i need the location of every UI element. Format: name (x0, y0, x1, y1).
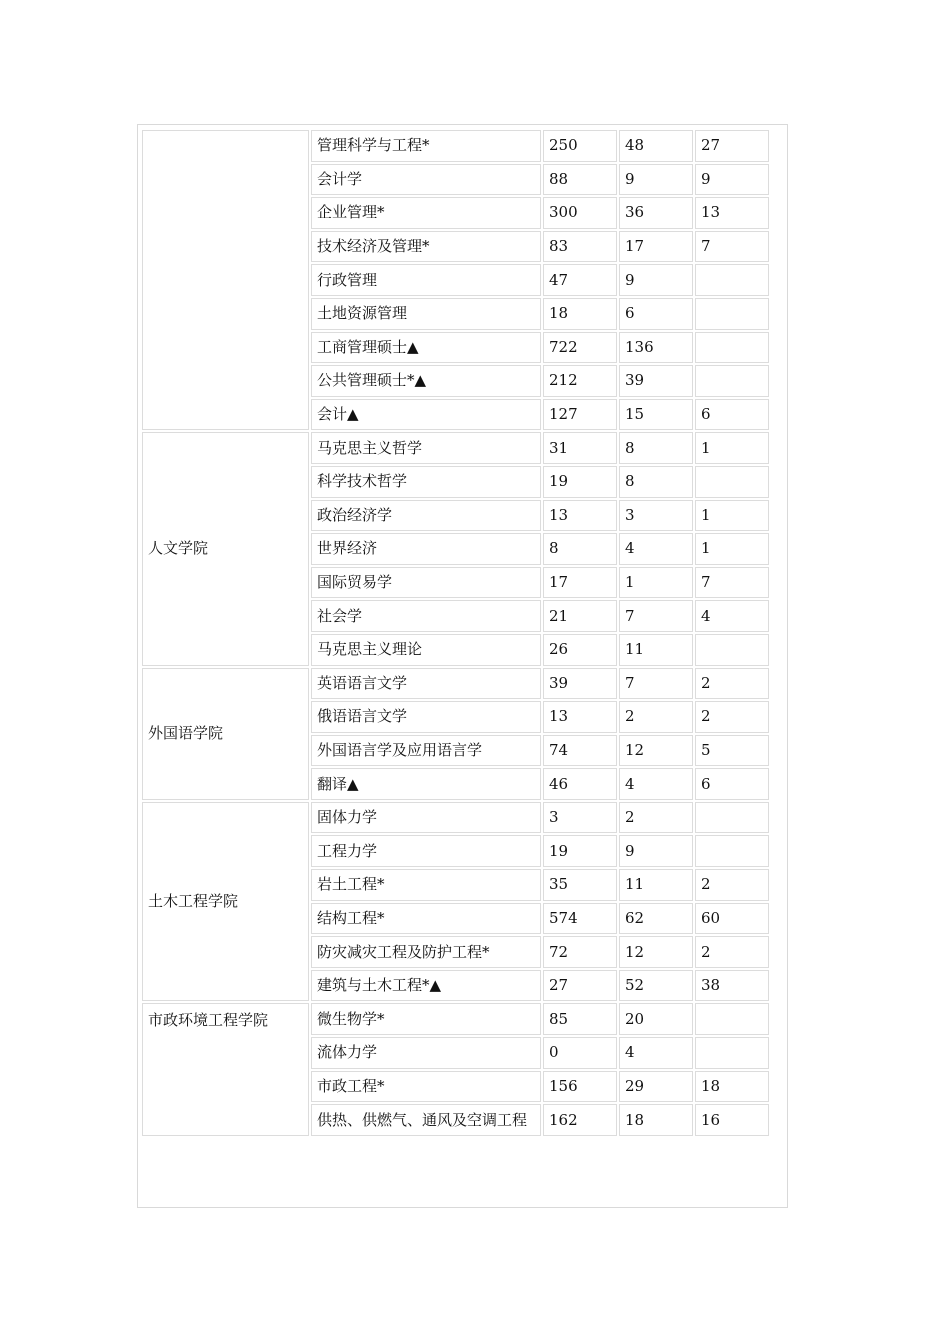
value-cell-3: 1 (695, 432, 769, 464)
value-cell-1: 35 (543, 869, 617, 901)
value-cell-2: 6 (619, 298, 693, 330)
value-cell-2: 8 (619, 466, 693, 498)
value-cell-3 (695, 1003, 769, 1035)
enrollment-table (140, 128, 771, 1138)
major-cell: 工程力学 (311, 835, 541, 867)
major-cell: 供热、供燃气、通风及空调工程 (311, 1104, 541, 1136)
value-cell-2: 12 (619, 936, 693, 968)
major-cell: 行政管理 (311, 264, 541, 296)
value-cell-2: 2 (619, 701, 693, 733)
value-cell-1: 3 (543, 802, 617, 834)
value-cell-2: 36 (619, 197, 693, 229)
value-cell-1: 19 (543, 835, 617, 867)
college-cell: 外国语学院 (142, 668, 309, 800)
value-cell-2: 7 (619, 668, 693, 700)
value-cell-3: 2 (695, 936, 769, 968)
value-cell-1: 26 (543, 634, 617, 666)
value-cell-1: 19 (543, 466, 617, 498)
value-cell-3: 16 (695, 1104, 769, 1136)
value-cell-3 (695, 634, 769, 666)
value-cell-2: 62 (619, 903, 693, 935)
value-cell-3: 7 (695, 231, 769, 263)
table-row (142, 130, 769, 162)
value-cell-1: 85 (543, 1003, 617, 1035)
major-cell: 科学技术哲学 (311, 466, 541, 498)
value-cell-1: 156 (543, 1071, 617, 1103)
value-cell-3 (695, 264, 769, 296)
value-cell-1: 722 (543, 332, 617, 364)
value-cell-3: 38 (695, 970, 769, 1002)
value-cell-3: 1 (695, 500, 769, 532)
major-cell: 结构工程* (311, 903, 541, 935)
value-cell-1: 21 (543, 600, 617, 632)
value-cell-2: 4 (619, 1037, 693, 1069)
value-cell-1: 17 (543, 567, 617, 599)
value-cell-2: 15 (619, 399, 693, 431)
value-cell-1: 46 (543, 768, 617, 800)
major-cell: 技术经济及管理* (311, 231, 541, 263)
value-cell-1: 8 (543, 533, 617, 565)
value-cell-1: 212 (543, 365, 617, 397)
value-cell-1: 88 (543, 164, 617, 196)
value-cell-3 (695, 466, 769, 498)
college-cell: 人文学院 (142, 432, 309, 665)
table-row (142, 432, 769, 464)
value-cell-2: 20 (619, 1003, 693, 1035)
value-cell-2: 9 (619, 264, 693, 296)
value-cell-2: 12 (619, 735, 693, 767)
value-cell-3 (695, 365, 769, 397)
major-cell: 微生物学* (311, 1003, 541, 1035)
value-cell-3: 2 (695, 701, 769, 733)
value-cell-3: 1 (695, 533, 769, 565)
value-cell-2: 11 (619, 634, 693, 666)
value-cell-3: 7 (695, 567, 769, 599)
value-cell-1: 574 (543, 903, 617, 935)
value-cell-3 (695, 802, 769, 834)
major-cell: 政治经济学 (311, 500, 541, 532)
value-cell-3 (695, 835, 769, 867)
table-row (142, 1003, 769, 1035)
value-cell-1: 13 (543, 701, 617, 733)
major-cell: 工商管理硕士▲ (311, 332, 541, 364)
college-cell: 市政环境工程学院 (142, 1003, 309, 1135)
value-cell-2: 29 (619, 1071, 693, 1103)
value-cell-1: 127 (543, 399, 617, 431)
value-cell-1: 18 (543, 298, 617, 330)
major-cell: 防灾减灾工程及防护工程* (311, 936, 541, 968)
major-cell: 马克思主义理论 (311, 634, 541, 666)
table-row (142, 802, 769, 834)
value-cell-2: 4 (619, 533, 693, 565)
major-cell: 建筑与土木工程*▲ (311, 970, 541, 1002)
value-cell-3: 6 (695, 399, 769, 431)
value-cell-1: 72 (543, 936, 617, 968)
major-cell: 企业管理* (311, 197, 541, 229)
value-cell-1: 83 (543, 231, 617, 263)
value-cell-2: 9 (619, 835, 693, 867)
value-cell-3: 2 (695, 869, 769, 901)
college-cell (142, 130, 309, 430)
major-cell: 外国语言学及应用语言学 (311, 735, 541, 767)
table-body (142, 130, 769, 1136)
value-cell-3: 5 (695, 735, 769, 767)
value-cell-1: 47 (543, 264, 617, 296)
major-cell: 翻译▲ (311, 768, 541, 800)
major-cell: 公共管理硕士*▲ (311, 365, 541, 397)
value-cell-3: 6 (695, 768, 769, 800)
major-cell: 俄语语言文学 (311, 701, 541, 733)
value-cell-3: 2 (695, 668, 769, 700)
value-cell-1: 39 (543, 668, 617, 700)
major-cell: 会计学 (311, 164, 541, 196)
value-cell-3 (695, 298, 769, 330)
value-cell-1: 300 (543, 197, 617, 229)
table-row (142, 668, 769, 700)
value-cell-1: 0 (543, 1037, 617, 1069)
value-cell-3: 13 (695, 197, 769, 229)
value-cell-2: 17 (619, 231, 693, 263)
major-cell: 管理科学与工程* (311, 130, 541, 162)
major-cell: 岩土工程* (311, 869, 541, 901)
value-cell-2: 18 (619, 1104, 693, 1136)
value-cell-1: 31 (543, 432, 617, 464)
value-cell-1: 27 (543, 970, 617, 1002)
value-cell-3 (695, 332, 769, 364)
college-cell: 土木工程学院 (142, 802, 309, 1002)
value-cell-3: 27 (695, 130, 769, 162)
value-cell-2: 39 (619, 365, 693, 397)
value-cell-2: 1 (619, 567, 693, 599)
value-cell-2: 8 (619, 432, 693, 464)
value-cell-2: 4 (619, 768, 693, 800)
value-cell-2: 52 (619, 970, 693, 1002)
value-cell-3: 60 (695, 903, 769, 935)
value-cell-1: 13 (543, 500, 617, 532)
value-cell-2: 9 (619, 164, 693, 196)
value-cell-1: 162 (543, 1104, 617, 1136)
major-cell: 国际贸易学 (311, 567, 541, 599)
value-cell-3: 18 (695, 1071, 769, 1103)
value-cell-2: 11 (619, 869, 693, 901)
value-cell-2: 7 (619, 600, 693, 632)
value-cell-2: 3 (619, 500, 693, 532)
major-cell: 英语语言文学 (311, 668, 541, 700)
major-cell: 市政工程* (311, 1071, 541, 1103)
value-cell-2: 2 (619, 802, 693, 834)
value-cell-2: 48 (619, 130, 693, 162)
value-cell-3: 9 (695, 164, 769, 196)
major-cell: 会计▲ (311, 399, 541, 431)
value-cell-1: 250 (543, 130, 617, 162)
value-cell-2: 136 (619, 332, 693, 364)
value-cell-3 (695, 1037, 769, 1069)
major-cell: 社会学 (311, 600, 541, 632)
major-cell: 马克思主义哲学 (311, 432, 541, 464)
value-cell-1: 74 (543, 735, 617, 767)
major-cell: 流体力学 (311, 1037, 541, 1069)
value-cell-3: 4 (695, 600, 769, 632)
major-cell: 固体力学 (311, 802, 541, 834)
major-cell: 土地资源管理 (311, 298, 541, 330)
major-cell: 世界经济 (311, 533, 541, 565)
